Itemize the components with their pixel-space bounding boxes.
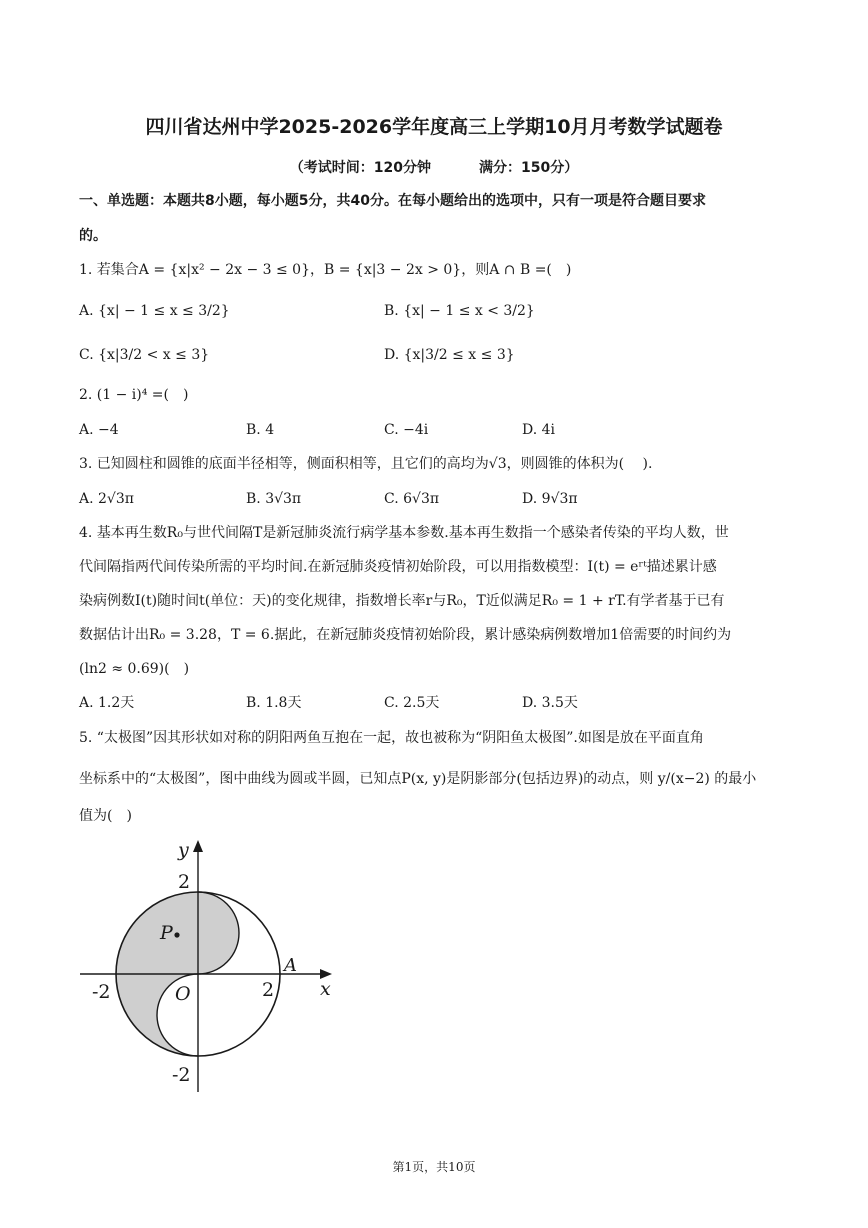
q2-option-c: C. −4i (384, 422, 429, 438)
q4-line-5: (ln2 ≈ 0.69)( ) (79, 661, 190, 677)
tick-x-negative: -2 (92, 981, 111, 1003)
q3-stem: 3. 已知圆柱和圆锥的底面半径相等，侧面积相等，且它们的高均为√3，则圆锥的体积为( ). (79, 456, 653, 472)
q4-line-2: 代间隔指两代间传染所需的平均时间.在新冠肺炎疫情初始阶段，可以用指数模型：I(t) = eʳᵗ描述累计感 (79, 559, 717, 575)
q3-option-d: D. 9√3π (522, 491, 578, 507)
point-p-dot (174, 932, 179, 937)
q2-option-d: D. 4i (522, 422, 556, 438)
x-axis-label: x (320, 978, 331, 1000)
q2-option-a: A. −4 (79, 422, 119, 438)
q4-option-c: C. 2.5天 (384, 695, 440, 711)
q1-option-a: A. {x| − 1 ≤ x ≤ 3/2} (79, 303, 230, 319)
q1-option-d: D. {x|3/2 ≤ x ≤ 3} (384, 347, 515, 363)
q4-option-b: B. 1.8天 (246, 695, 302, 711)
origin-label: O (175, 983, 191, 1005)
q5-line-1: 5. “太极图”因其形状如对称的阴阳两鱼互抱在一起，故也被称为“阴阳鱼太极图”.如图是放在平面直角 (79, 730, 704, 746)
section-heading-line2: 的。 (79, 228, 107, 244)
q2-option-b: B. 4 (246, 422, 275, 438)
q4-line-3: 染病例数I(t)随时间t(单位：天)的变化规律，指数增长率r与R₀，T近似满足R₀ = 1 + rT.有学者基于已有 (79, 593, 725, 609)
q1-stem: 1. 若集合A = {x|x² − 2x − 3 ≤ 0}，B = {x|3 − 2x > 0}，则A ∩ B =( ) (79, 262, 572, 278)
q1-option-b: B. {x| − 1 ≤ x < 3/2} (384, 303, 535, 319)
q4-option-d: D. 3.5天 (522, 695, 578, 711)
q1-option-c: C. {x|3/2 < x ≤ 3} (79, 347, 210, 363)
tick-y-negative: -2 (172, 1064, 191, 1086)
q4-option-a: A. 1.2天 (79, 695, 135, 711)
q3-option-b: B. 3√3π (246, 491, 302, 507)
exam-info (0, 161, 868, 175)
y-axis-label: y (178, 839, 189, 861)
page-footer: 第1页，共10页 (392, 1160, 476, 1174)
tick-x-positive: 2 (262, 979, 275, 1001)
q3-option-c: C. 6√3π (384, 491, 440, 507)
tick-y-positive: 2 (178, 871, 191, 893)
point-a-label: A (284, 955, 297, 976)
q3-option-a: A. 2√3π (79, 491, 134, 507)
q4-line-1: 4. 基本再生数R₀与世代间隔T是新冠肺炎流行病学基本参数.基本再生数指一个感染者传染的平均人数，世 (79, 525, 729, 541)
point-p-label: P (160, 922, 173, 944)
taiji-figure (70, 830, 350, 1105)
exam-time: （考试时间：120分钟 (289, 160, 431, 176)
q5-line-3: 值为( ) (79, 808, 132, 824)
section-heading-line1: 一、单选题：本题共8小题，每小题5分，共40分。在每小题给出的选项中，只有一项是符合题目要求 (79, 193, 706, 209)
exam-score: 满分：150分） (479, 160, 579, 176)
q5-line-2: 坐标系中的“太极图”，图中曲线为圆或半圆，已知点P(x, y)是阴影部分(包括边界)的动点，则 y/(x−2) 的最小 (79, 771, 757, 787)
page-title: 四川省达州中学2025-2026学年度高三上学期10月月考数学试题卷 (145, 116, 723, 138)
y-axis-arrow (193, 840, 203, 852)
q4-line-4: 数据估计出R₀ = 3.28，T = 6.据此，在新冠肺炎疫情初始阶段，累计感染病例数增加1倍需要的时间约为 (79, 627, 732, 643)
q2-stem: 2. (1 − i)⁴ =( ) (79, 387, 189, 403)
